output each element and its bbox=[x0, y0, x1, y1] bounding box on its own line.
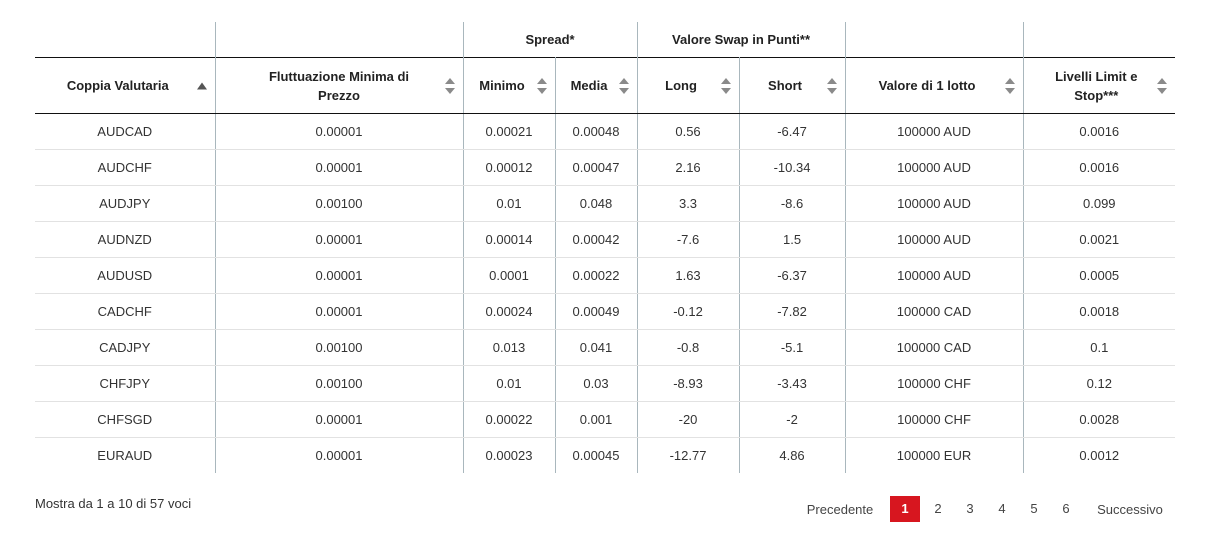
cell-pair: AUDNZD bbox=[35, 222, 215, 258]
cell-avg-spread: 0.00048 bbox=[555, 114, 637, 150]
cell-lot-value: 100000 AUD bbox=[845, 150, 1023, 186]
cell-short: -6.47 bbox=[739, 114, 845, 150]
cell-min-fluctuation: 0.00001 bbox=[215, 222, 463, 258]
cell-min-fluctuation: 0.00001 bbox=[215, 114, 463, 150]
table-info: Mostra da 1 a 10 di 57 voci bbox=[35, 496, 192, 511]
sort-icon bbox=[827, 78, 837, 94]
cell-lot-value: 100000 AUD bbox=[845, 222, 1023, 258]
cell-limit-stop: 0.1 bbox=[1023, 330, 1175, 366]
column-header-row bbox=[35, 58, 1175, 114]
cell-pair: AUDJPY bbox=[35, 186, 215, 222]
cell-min-spread: 0.00021 bbox=[463, 114, 555, 150]
pagination-page-6[interactable]: 6 bbox=[1062, 501, 1070, 516]
column-header-long[interactable]: Long bbox=[637, 58, 739, 114]
table-row bbox=[35, 186, 1175, 222]
cell-avg-spread: 0.041 bbox=[555, 330, 637, 366]
group-header-spread: Spread* bbox=[463, 22, 637, 58]
cell-min-fluctuation: 0.00100 bbox=[215, 330, 463, 366]
table-row bbox=[35, 402, 1175, 438]
cell-min-spread: 0.013 bbox=[463, 330, 555, 366]
pagination-next[interactable]: Successivo bbox=[1097, 501, 1163, 517]
column-header-avg-spread[interactable]: Media bbox=[555, 58, 637, 114]
cell-short: -5.1 bbox=[739, 330, 845, 366]
cell-lot-value: 100000 AUD bbox=[845, 258, 1023, 294]
cell-avg-spread: 0.00047 bbox=[555, 150, 637, 186]
cell-limit-stop: 0.0016 bbox=[1023, 150, 1175, 186]
cell-limit-stop: 0.0016 bbox=[1023, 114, 1175, 150]
cell-limit-stop: 0.12 bbox=[1023, 366, 1175, 402]
table-row bbox=[35, 150, 1175, 186]
group-header-empty bbox=[215, 22, 463, 58]
cell-pair: CADJPY bbox=[35, 330, 215, 366]
cell-min-spread: 0.00022 bbox=[463, 402, 555, 438]
cell-avg-spread: 0.00049 bbox=[555, 294, 637, 330]
cell-pair: CHFJPY bbox=[35, 366, 215, 402]
currency-table bbox=[35, 22, 1175, 473]
cell-lot-value: 100000 AUD bbox=[845, 186, 1023, 222]
cell-lot-value: 100000 EUR bbox=[845, 438, 1023, 474]
cell-long: -20 bbox=[637, 402, 739, 438]
cell-min-fluctuation: 0.00001 bbox=[215, 258, 463, 294]
cell-short: -8.6 bbox=[739, 186, 845, 222]
table-row bbox=[35, 294, 1175, 330]
cell-min-fluctuation: 0.00001 bbox=[215, 150, 463, 186]
cell-short: -3.43 bbox=[739, 366, 845, 402]
sort-icon bbox=[445, 78, 455, 94]
cell-long: 0.56 bbox=[637, 114, 739, 150]
pagination-page-3[interactable]: 3 bbox=[966, 501, 974, 516]
column-header-min-spread[interactable]: Minimo bbox=[463, 58, 555, 114]
cell-limit-stop: 0.0028 bbox=[1023, 402, 1175, 438]
table-row bbox=[35, 438, 1175, 474]
pagination bbox=[790, 496, 1174, 522]
cell-short: 1.5 bbox=[739, 222, 845, 258]
cell-lot-value: 100000 CAD bbox=[845, 294, 1023, 330]
cell-long: 1.63 bbox=[637, 258, 739, 294]
column-header-short[interactable]: Short bbox=[739, 58, 845, 114]
group-header-swap: Valore Swap in Punti** bbox=[637, 22, 845, 58]
cell-min-fluctuation: 0.00100 bbox=[215, 366, 463, 402]
cell-avg-spread: 0.00045 bbox=[555, 438, 637, 474]
table-row bbox=[35, 330, 1175, 366]
currency-table-container bbox=[35, 22, 1175, 473]
cell-min-spread: 0.00023 bbox=[463, 438, 555, 474]
group-header-empty bbox=[35, 22, 215, 58]
cell-min-spread: 0.01 bbox=[463, 366, 555, 402]
cell-short: -2 bbox=[739, 402, 845, 438]
cell-limit-stop: 0.099 bbox=[1023, 186, 1175, 222]
cell-lot-value: 100000 AUD bbox=[845, 114, 1023, 150]
cell-min-fluctuation: 0.00100 bbox=[215, 186, 463, 222]
cell-pair: CADCHF bbox=[35, 294, 215, 330]
cell-long: -8.93 bbox=[637, 366, 739, 402]
table-row bbox=[35, 258, 1175, 294]
cell-avg-spread: 0.03 bbox=[555, 366, 637, 402]
cell-avg-spread: 0.048 bbox=[555, 186, 637, 222]
pagination-previous[interactable]: Precedente bbox=[806, 501, 874, 517]
group-header-empty bbox=[845, 22, 1023, 58]
cell-pair: AUDCAD bbox=[35, 114, 215, 150]
cell-lot-value: 100000 CHF bbox=[845, 366, 1023, 402]
cell-lot-value: 100000 CHF bbox=[845, 402, 1023, 438]
table-body bbox=[35, 114, 1175, 474]
cell-min-spread: 0.00014 bbox=[463, 222, 555, 258]
cell-long: -12.77 bbox=[637, 438, 739, 474]
cell-limit-stop: 0.0005 bbox=[1023, 258, 1175, 294]
sort-icon bbox=[1157, 78, 1167, 94]
cell-min-fluctuation: 0.00001 bbox=[215, 402, 463, 438]
cell-limit-stop: 0.0018 bbox=[1023, 294, 1175, 330]
cell-limit-stop: 0.0021 bbox=[1023, 222, 1175, 258]
pagination-page-5[interactable]: 5 bbox=[1030, 501, 1038, 516]
cell-long: -0.12 bbox=[637, 294, 739, 330]
column-header-min-fluctuation[interactable]: Fluttuazione Minima di Prezzo bbox=[215, 58, 463, 114]
cell-pair: EURAUD bbox=[97, 448, 153, 463]
pagination-page-2[interactable]: 2 bbox=[934, 501, 942, 516]
cell-min-fluctuation: 0.00001 bbox=[215, 294, 463, 330]
cell-min-spread: 0.00012 bbox=[463, 150, 555, 186]
cell-avg-spread: 0.00022 bbox=[555, 258, 637, 294]
cell-min-fluctuation: 0.00001 bbox=[215, 438, 463, 474]
cell-limit-stop: 0.0012 bbox=[1023, 438, 1175, 474]
cell-long: -0.8 bbox=[637, 330, 739, 366]
cell-min-spread: 0.00024 bbox=[463, 294, 555, 330]
cell-long: -7.6 bbox=[637, 222, 739, 258]
column-header-limit-stop[interactable]: Livelli Limit e Stop*** bbox=[1023, 58, 1175, 114]
column-header-lot-value[interactable]: Valore di 1 lotto bbox=[845, 58, 1023, 114]
cell-short: -6.37 bbox=[739, 258, 845, 294]
cell-long: 2.16 bbox=[637, 150, 739, 186]
pagination-page-1[interactable]: 1 bbox=[890, 496, 920, 522]
cell-pair: AUDCHF bbox=[35, 150, 215, 186]
sort-icon bbox=[619, 78, 629, 94]
sort-icon bbox=[721, 78, 731, 94]
cell-min-spread: 0.01 bbox=[463, 186, 555, 222]
cell-lot-value: 100000 CAD bbox=[845, 330, 1023, 366]
sort-icon bbox=[537, 78, 547, 94]
cell-pair: CHFSGD bbox=[35, 402, 215, 438]
table-row bbox=[35, 366, 1175, 402]
cell-short: -7.82 bbox=[739, 294, 845, 330]
cell-min-spread: 0.0001 bbox=[463, 258, 555, 294]
group-header-row bbox=[35, 22, 1175, 58]
cell-long: 3.3 bbox=[637, 186, 739, 222]
table-row bbox=[35, 114, 1175, 150]
cell-avg-spread: 0.001 bbox=[555, 402, 637, 438]
pagination-page-4[interactable]: 4 bbox=[998, 501, 1006, 516]
sort-ascending-icon bbox=[197, 82, 207, 89]
column-header-pair[interactable]: Coppia Valutaria bbox=[35, 58, 215, 114]
cell-avg-spread: 0.00042 bbox=[555, 222, 637, 258]
sort-icon bbox=[1005, 78, 1015, 94]
cell-short: 4.86 bbox=[739, 438, 845, 474]
cell-pair: AUDUSD bbox=[35, 258, 215, 294]
table-row bbox=[35, 222, 1175, 258]
cell-short: -10.34 bbox=[739, 150, 845, 186]
group-header-empty bbox=[1023, 22, 1175, 58]
